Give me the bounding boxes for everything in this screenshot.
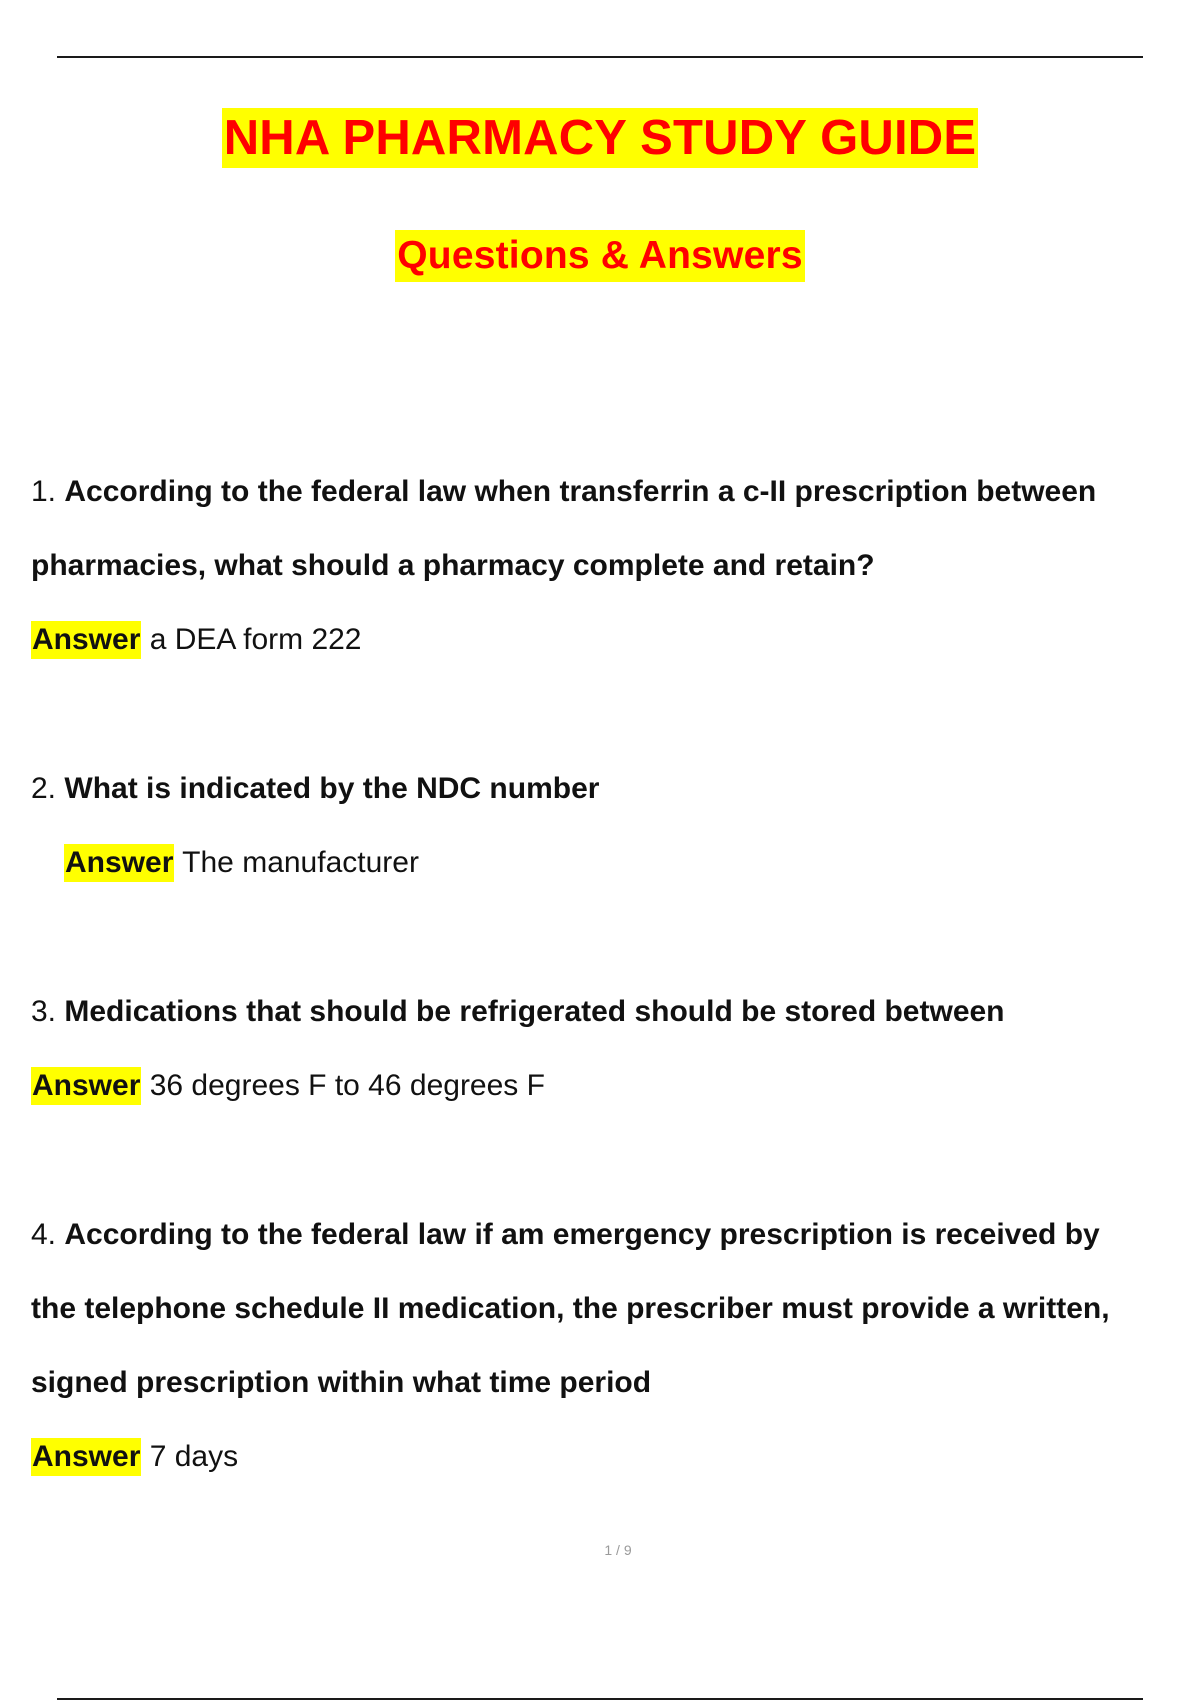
question-number: 3. <box>31 995 57 1028</box>
document-subtitle: Questions & Answers <box>395 230 804 282</box>
answer-label: Answer <box>64 844 174 882</box>
question-line <box>31 1346 1181 1420</box>
answer-line <box>31 826 1181 900</box>
question-line <box>31 455 1181 529</box>
answer-line <box>31 1420 1181 1494</box>
page-indicator: 1 / 9 <box>604 1542 632 1558</box>
answer-text: 7 days <box>149 1440 239 1473</box>
question-number: 2. <box>31 772 57 805</box>
question-text: pharmacies, what should a pharmacy complete and retain? <box>31 549 875 582</box>
answer-text: a DEA form 222 <box>149 623 362 656</box>
question-number: 1. <box>31 475 57 508</box>
answer-text: The manufacturer <box>182 846 419 879</box>
question-text: Medications that should be refrigerated should be stored between <box>64 995 1005 1028</box>
question-number: 4. <box>31 1218 57 1251</box>
question-text: According to the federal law if am emergency prescription is received by <box>64 1218 1100 1251</box>
subtitle-block <box>0 230 1200 282</box>
question-3 <box>31 975 1181 1123</box>
answer-label: Answer <box>31 621 141 659</box>
question-line <box>31 975 1181 1049</box>
answer-label: Answer <box>31 1438 141 1476</box>
answer-text: 36 degrees F to 46 degrees F <box>149 1069 545 1102</box>
top-divider <box>57 56 1143 58</box>
question-4 <box>31 1198 1181 1494</box>
question-2 <box>31 752 1181 900</box>
question-1 <box>31 455 1181 677</box>
question-text: What is indicated by the NDC number <box>64 772 600 805</box>
question-text: the telephone schedule II medication, the prescriber must provide a written, <box>31 1292 1110 1325</box>
question-line <box>31 1198 1181 1272</box>
question-line <box>31 529 1181 603</box>
question-text: According to the federal law when transferrin a c-II prescription between <box>64 475 1097 508</box>
question-line <box>31 1272 1181 1346</box>
title-block <box>0 108 1200 168</box>
question-text: signed prescription within what time period <box>31 1366 652 1399</box>
answer-line <box>31 1049 1181 1123</box>
document-title: NHA PHARMACY STUDY GUIDE <box>222 108 979 168</box>
answer-label: Answer <box>31 1067 141 1105</box>
answer-line <box>31 603 1181 677</box>
question-line <box>31 752 1181 826</box>
